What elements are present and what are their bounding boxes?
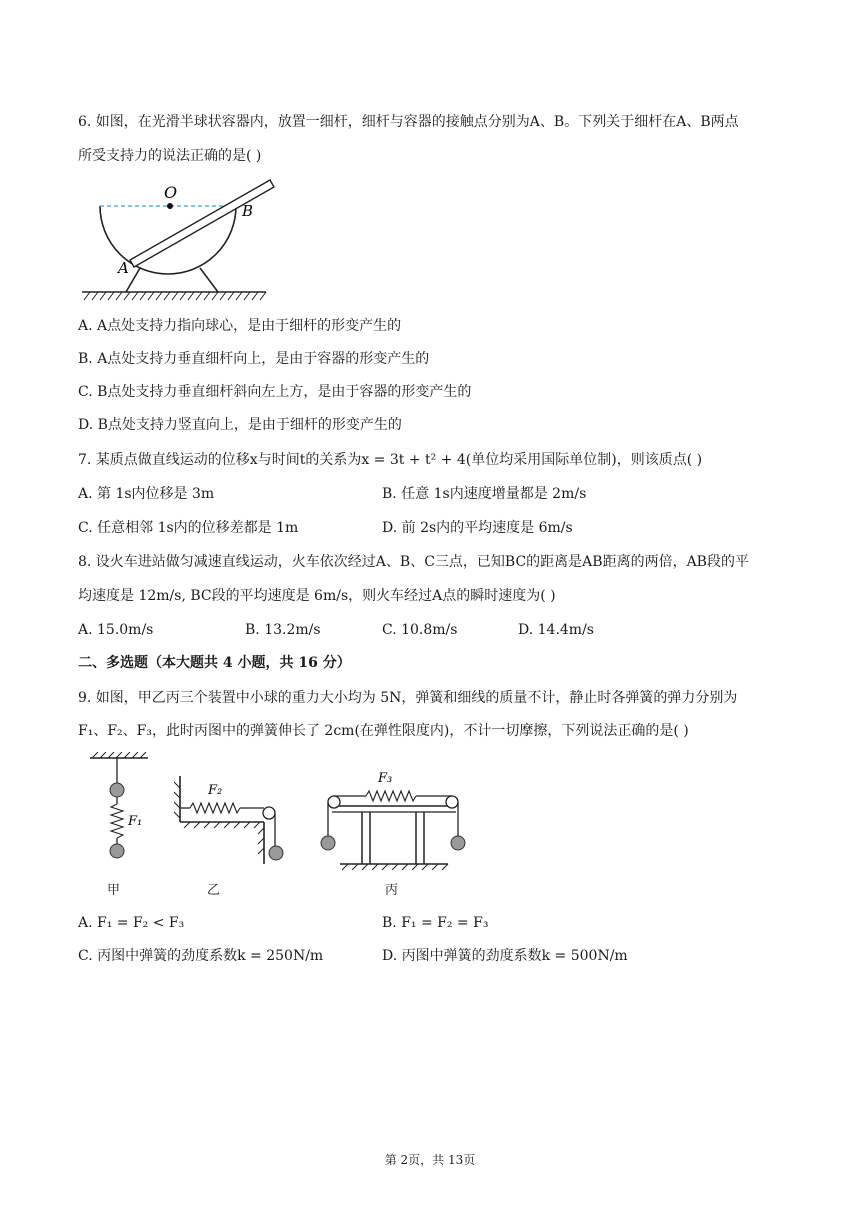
q6-figure-hemisphere	[78, 176, 278, 302]
q8-stem-line1: 8. 设火车进站做匀减速直线运动，火车依次经过A、B、C三点，已知BC的距离是AB距离的两倍，AB段的平	[78, 554, 749, 570]
q9-stem-line1: 9. 如图，甲乙丙三个装置中小球的重力大小均为 5N，弹簧和细线的质量不计，静止时各弹簧的弹力分别为	[78, 690, 738, 706]
pulley-left	[328, 796, 340, 808]
q6-stem-line1: 6. 如图，在光滑半球状容器内，放置一细杆，细杆与容器的接触点分别为A、B。下列关于细杆在A、B两点	[78, 114, 739, 130]
q7-stem: 7. 某质点做直线运动的位移x与时间t的关系为x = 3t + t² + 4(单位均采用国际单位制)，则该质点( )	[78, 452, 703, 468]
q9-figure-jia	[84, 752, 154, 862]
label-a: A	[118, 259, 129, 277]
spring-f3	[366, 791, 416, 801]
thin-rod	[130, 180, 274, 267]
caption-bing: 丙	[385, 883, 399, 898]
center-point	[167, 203, 173, 209]
pulley-yi	[263, 807, 275, 819]
q9-option-c: C. 丙图中弹簧的劲度系数k = 250N/m	[78, 948, 324, 964]
ball-top	[110, 783, 124, 797]
q7-option-c: C. 任意相邻 1s内的位移差都是 1m	[78, 520, 299, 536]
page-footer: 第 2页，共 13页	[384, 1153, 476, 1167]
section-title-multiple-choice: 二、多选题（本大题共 4 小题，共 16 分）	[78, 655, 351, 671]
caption-yi: 乙	[207, 883, 221, 898]
spring-f1	[111, 804, 123, 838]
q6-option-c: C. B点处支持力垂直细杆斜向左上方，是由于容器的形变产生的	[78, 384, 472, 400]
caption-jia: 甲	[107, 883, 121, 898]
q9-figure-bing	[316, 766, 472, 872]
q9-figure-yi	[174, 772, 294, 864]
q9-option-a: A. F₁ = F₂ < F₃	[78, 915, 185, 931]
q7-option-b: B. 任意 1s内速度增量都是 2m/s	[382, 486, 587, 502]
label-f1: F₁	[128, 814, 143, 829]
right-leg	[200, 268, 218, 292]
q8-option-a: A. 15.0m/s	[78, 622, 154, 638]
q6-option-b: B. A点处支持力垂直细杆向上，是由于容器的形变产生的	[78, 351, 430, 367]
label-f2: F₂	[208, 783, 223, 798]
label-f3: F₃	[378, 771, 393, 786]
q8-option-d: D. 14.4m/s	[518, 622, 594, 638]
ball-yi	[269, 846, 283, 860]
ball-bottom	[110, 844, 124, 858]
spring-f2	[190, 803, 240, 813]
q6-option-d: D. B点处支持力竖直向上，是由于细杆的形变产生的	[78, 417, 402, 433]
q8-option-c: C. 10.8m/s	[382, 622, 458, 638]
ground-hatching	[84, 292, 266, 300]
q7-option-d: D. 前 2s内的平均速度是 6m/s	[382, 520, 573, 536]
q9-option-b: B. F₁ = F₂ = F₃	[382, 915, 489, 931]
label-o: O	[164, 183, 178, 202]
q9-option-d: D. 丙图中弹簧的劲度系数k = 500N/m	[382, 948, 628, 964]
ball-right	[451, 836, 465, 850]
label-b: B	[242, 202, 254, 220]
q8-stem-line2: 均速度是 12m/s, BC段的平均速度是 6m/s，则火车经过A点的瞬时速度为( )	[78, 588, 556, 604]
pulley-right	[446, 796, 458, 808]
q9-stem-line2: F₁、F₂、F₃，此时丙图中的弹簧伸长了 2cm(在弹性限度内)，不计一切摩擦，下列说法正确的是( )	[78, 723, 689, 739]
q8-option-b: B. 13.2m/s	[245, 622, 321, 638]
q6-option-a: A. A点处支持力指向球心，是由于细杆的形变产生的	[78, 318, 402, 334]
q6-stem-line2: 所受支持力的说法正确的是( )	[78, 148, 262, 164]
ball-left	[321, 836, 335, 850]
q7-option-a: A. 第 1s内位移是 3m	[78, 486, 215, 502]
